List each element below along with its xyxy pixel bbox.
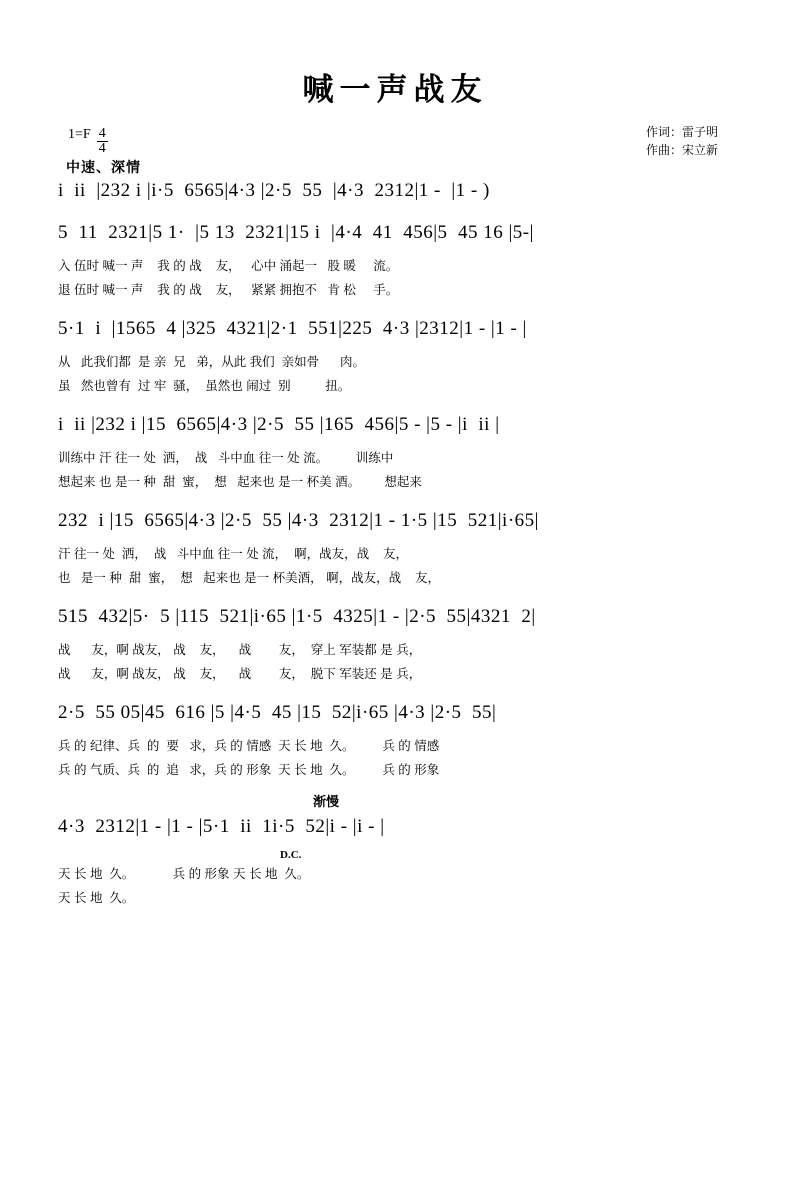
notation-line: 232 i |15 6565|4·3 |2·5 55 |4·3 2312|1 - 1·5 |15 521|i·65|	[58, 510, 539, 531]
lyrics-verse-1: 天 长 地 久。 兵 的 形象 天 长 地 久。	[58, 867, 310, 881]
lyrics-verse-1: 入 伍时 喊一 声 我 的 战 友， 心中 涌起一 股 暖 流。	[58, 259, 399, 273]
lyrics-verse-2: 兵 的 气质、兵 的 追 求，兵 的 形象 天 长 地 久。 兵 的 形象	[58, 763, 440, 777]
score-system-1	[58, 173, 732, 213]
lyrics-verse-2: 退 伍时 喊一 声 我 的 战 友， 紧紧 拥抱不 肯 松 手。	[58, 283, 399, 297]
lyricist-credit: 作词：雷子明	[645, 125, 718, 139]
time-signature-denominator: 4	[98, 141, 106, 156]
notation-line: 515 432|5· 5 |115 521|i·65 |1·5 4325|1 - |2·5 55|4321 2|	[58, 606, 536, 627]
score-system-4	[58, 407, 732, 495]
credits	[646, 123, 718, 159]
lyrics-verse-1: 训练中 汗 往一 处 洒， 战 斗中血 往一 处 流。 训练中	[58, 451, 394, 465]
score-system-8	[58, 791, 732, 911]
lyrics-verse-2: 虽 然也曾有 过 牢 骚， 虽然也 闹过 别 扭。	[58, 379, 351, 393]
time-signature-numerator: 4	[98, 126, 106, 141]
key-and-time-signature	[68, 127, 108, 156]
lyrics-verse-1: 从 此我们都 是 亲 兄 弟，从此 我们 亲如骨 肉。	[58, 355, 365, 369]
lyrics-verse-1: 兵 的 纪律、兵 的 要 求，兵 的 情感 天 长 地 久。 兵 的 情感	[58, 739, 440, 753]
lyrics-verse-1: 战 友，啊 战友， 战 友， 战 友， 穿上 军装都 是 兵，	[58, 643, 422, 657]
sheet-music-page	[0, 64, 790, 1183]
lyrics-verse-1: 汗 往一 处 洒， 战 斗中血 往一 处 流， 啊，战友，战 友，	[58, 547, 409, 561]
score-body	[0, 173, 790, 911]
notation-line: i ii |232 i |i·5 6565|4·3 |2·5 55 |4·3 2312|1 - |1 - )	[58, 180, 490, 201]
lyrics-verse-2: 战 友，啊 战友， 战 友， 战 友， 脱下 军装还 是 兵，	[58, 667, 422, 681]
notation-line: i ii |232 i |15 6565|4·3 |2·5 55 |165 456|5 - |5 - |i ii |	[58, 414, 500, 435]
lyrics-verse-2: 想起来 也 是一 种 甜 蜜， 想 起来也 是一 杯美 酒。 想起来	[58, 475, 422, 489]
composer-credit: 作曲：宋立新	[645, 143, 718, 157]
score-system-3	[58, 311, 732, 399]
notation-line: 5·1 i |1565 4 |325 4321|2·1 551|225 4·3 |2312|1 - |1 - |	[58, 318, 527, 339]
tempo-marking: 中速、深情	[66, 161, 141, 176]
key-signature: 1=F	[68, 127, 91, 142]
time-signature	[97, 127, 108, 156]
rit-marking: 渐慢	[313, 794, 340, 809]
score-system-5	[58, 503, 732, 591]
score-system-2	[58, 215, 732, 303]
notation-line: 2·5 55 05|45 616 |5 |4·5 45 |15 52|i·65 |4·3 |2·5 55|	[58, 702, 497, 723]
lyrics-verse-2: 也 是一 种 甜 蜜， 想 起来也 是一 杯美酒， 啊，战友，战 友，	[58, 571, 440, 585]
lyrics-verse-2: 天 长 地 久。	[58, 891, 135, 905]
score-system-7	[58, 695, 732, 783]
score-system-6	[58, 599, 732, 687]
dc-marking: D.C.	[280, 849, 302, 861]
score-header	[0, 123, 790, 176]
notation-line: 4·3 2312|1 - |1 - |5·1 ii 1i·5 52|i - |i - |	[58, 816, 385, 837]
notation-line: 5 11 2321|5 1· |5 13 2321|15 i |4·4 41 456|5 45 16 |5-|	[58, 222, 534, 243]
page-title: 喊一声战友	[302, 72, 488, 107]
